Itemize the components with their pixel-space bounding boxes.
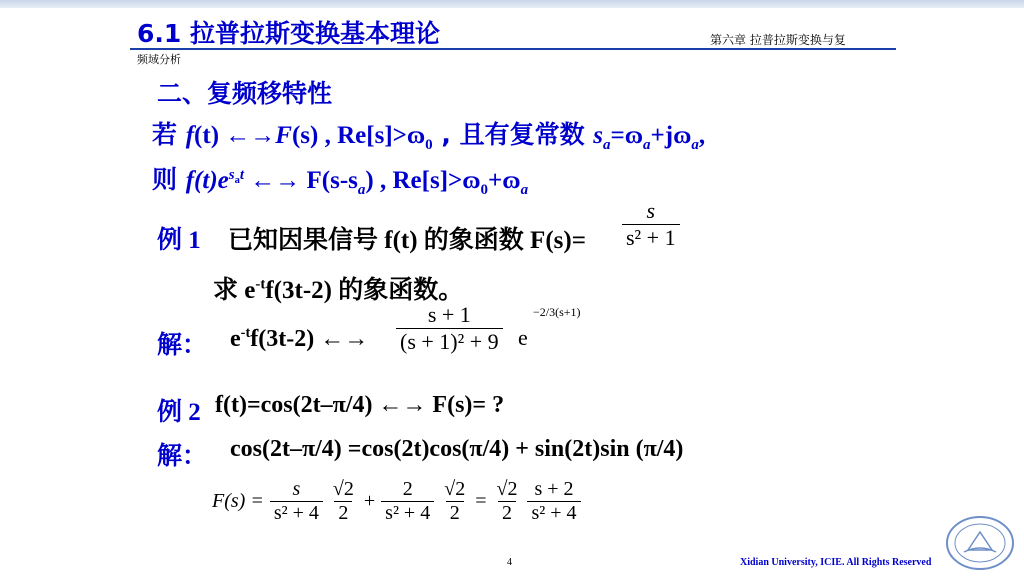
section-title: 6.1 拉普拉斯变换基本理论 (137, 19, 440, 48)
example-1-question: 求 $e^{-t}f(3t-2)$ 的象函数。 (213, 276, 464, 304)
theorem-result: 则 $f(t)e^{s_at}$ ←→ $F(s-s_a)$ , Re[s]>ɷ$_0$+ɷ$_a$ (152, 165, 529, 198)
solution-1-fraction: $\frac{s + 1}{\text{(s + 1)² + 9}}$ (396, 302, 503, 355)
page-number: 4 (507, 557, 512, 568)
top-banner (0, 0, 1024, 8)
chapter-label-cont: 频域分析 (137, 53, 181, 66)
chapter-label: 第六章 拉普拉斯变换与复 (710, 33, 846, 47)
example-1-fraction: $\frac{s}{\text{s² + 1}}$ (622, 198, 680, 251)
example-1-label: 例 1 (157, 227, 201, 254)
solution-1-label: 解： (157, 330, 208, 359)
title-rule (130, 48, 896, 50)
solution-1-exponential: e (518, 325, 528, 350)
theorem-condition: 若 f(t) ←→F(s) , Re[s]>ɷ$_0$ , 且有复常数 $s_a=ɷ_a+jɷ_a$, (152, 120, 706, 153)
copyright-text: Xidian University, ICIE. All Rights Reserved (740, 557, 932, 568)
solution-1-lhs: $e^{-t}f(3t-2)$ ←→ (230, 325, 369, 352)
subsection-heading: 二、复频移特性 (157, 79, 333, 108)
solution-2-formula: F(s) = $\frac{s}{\text{s² + 4}}$ $\frac{√2}{2}$ + $\frac{2}{\text{s² + 4}}$ $\frac{√2}{2}$ = $\frac{√2}{2}$ $\frac{s + 2}{\text{s² + 4}}$ (212, 478, 581, 525)
solution-1-exponent: −2/3(s+1) (533, 305, 581, 319)
example-2-label: 例 2 (157, 399, 201, 426)
example-1-text: 已知因果信号 f(t) 的象函数 F(s)= (228, 227, 586, 254)
university-seal-icon (944, 514, 1016, 572)
solution-2-label: 解： (157, 441, 208, 470)
example-2-text: f(t)=cos(2t–π/4) ←→ F(s)= ? (215, 392, 505, 418)
solution-2-text: cos(2t–π/4) =cos(2t)cos(π/4) + sin(2t)sin (π/4) (230, 436, 684, 462)
